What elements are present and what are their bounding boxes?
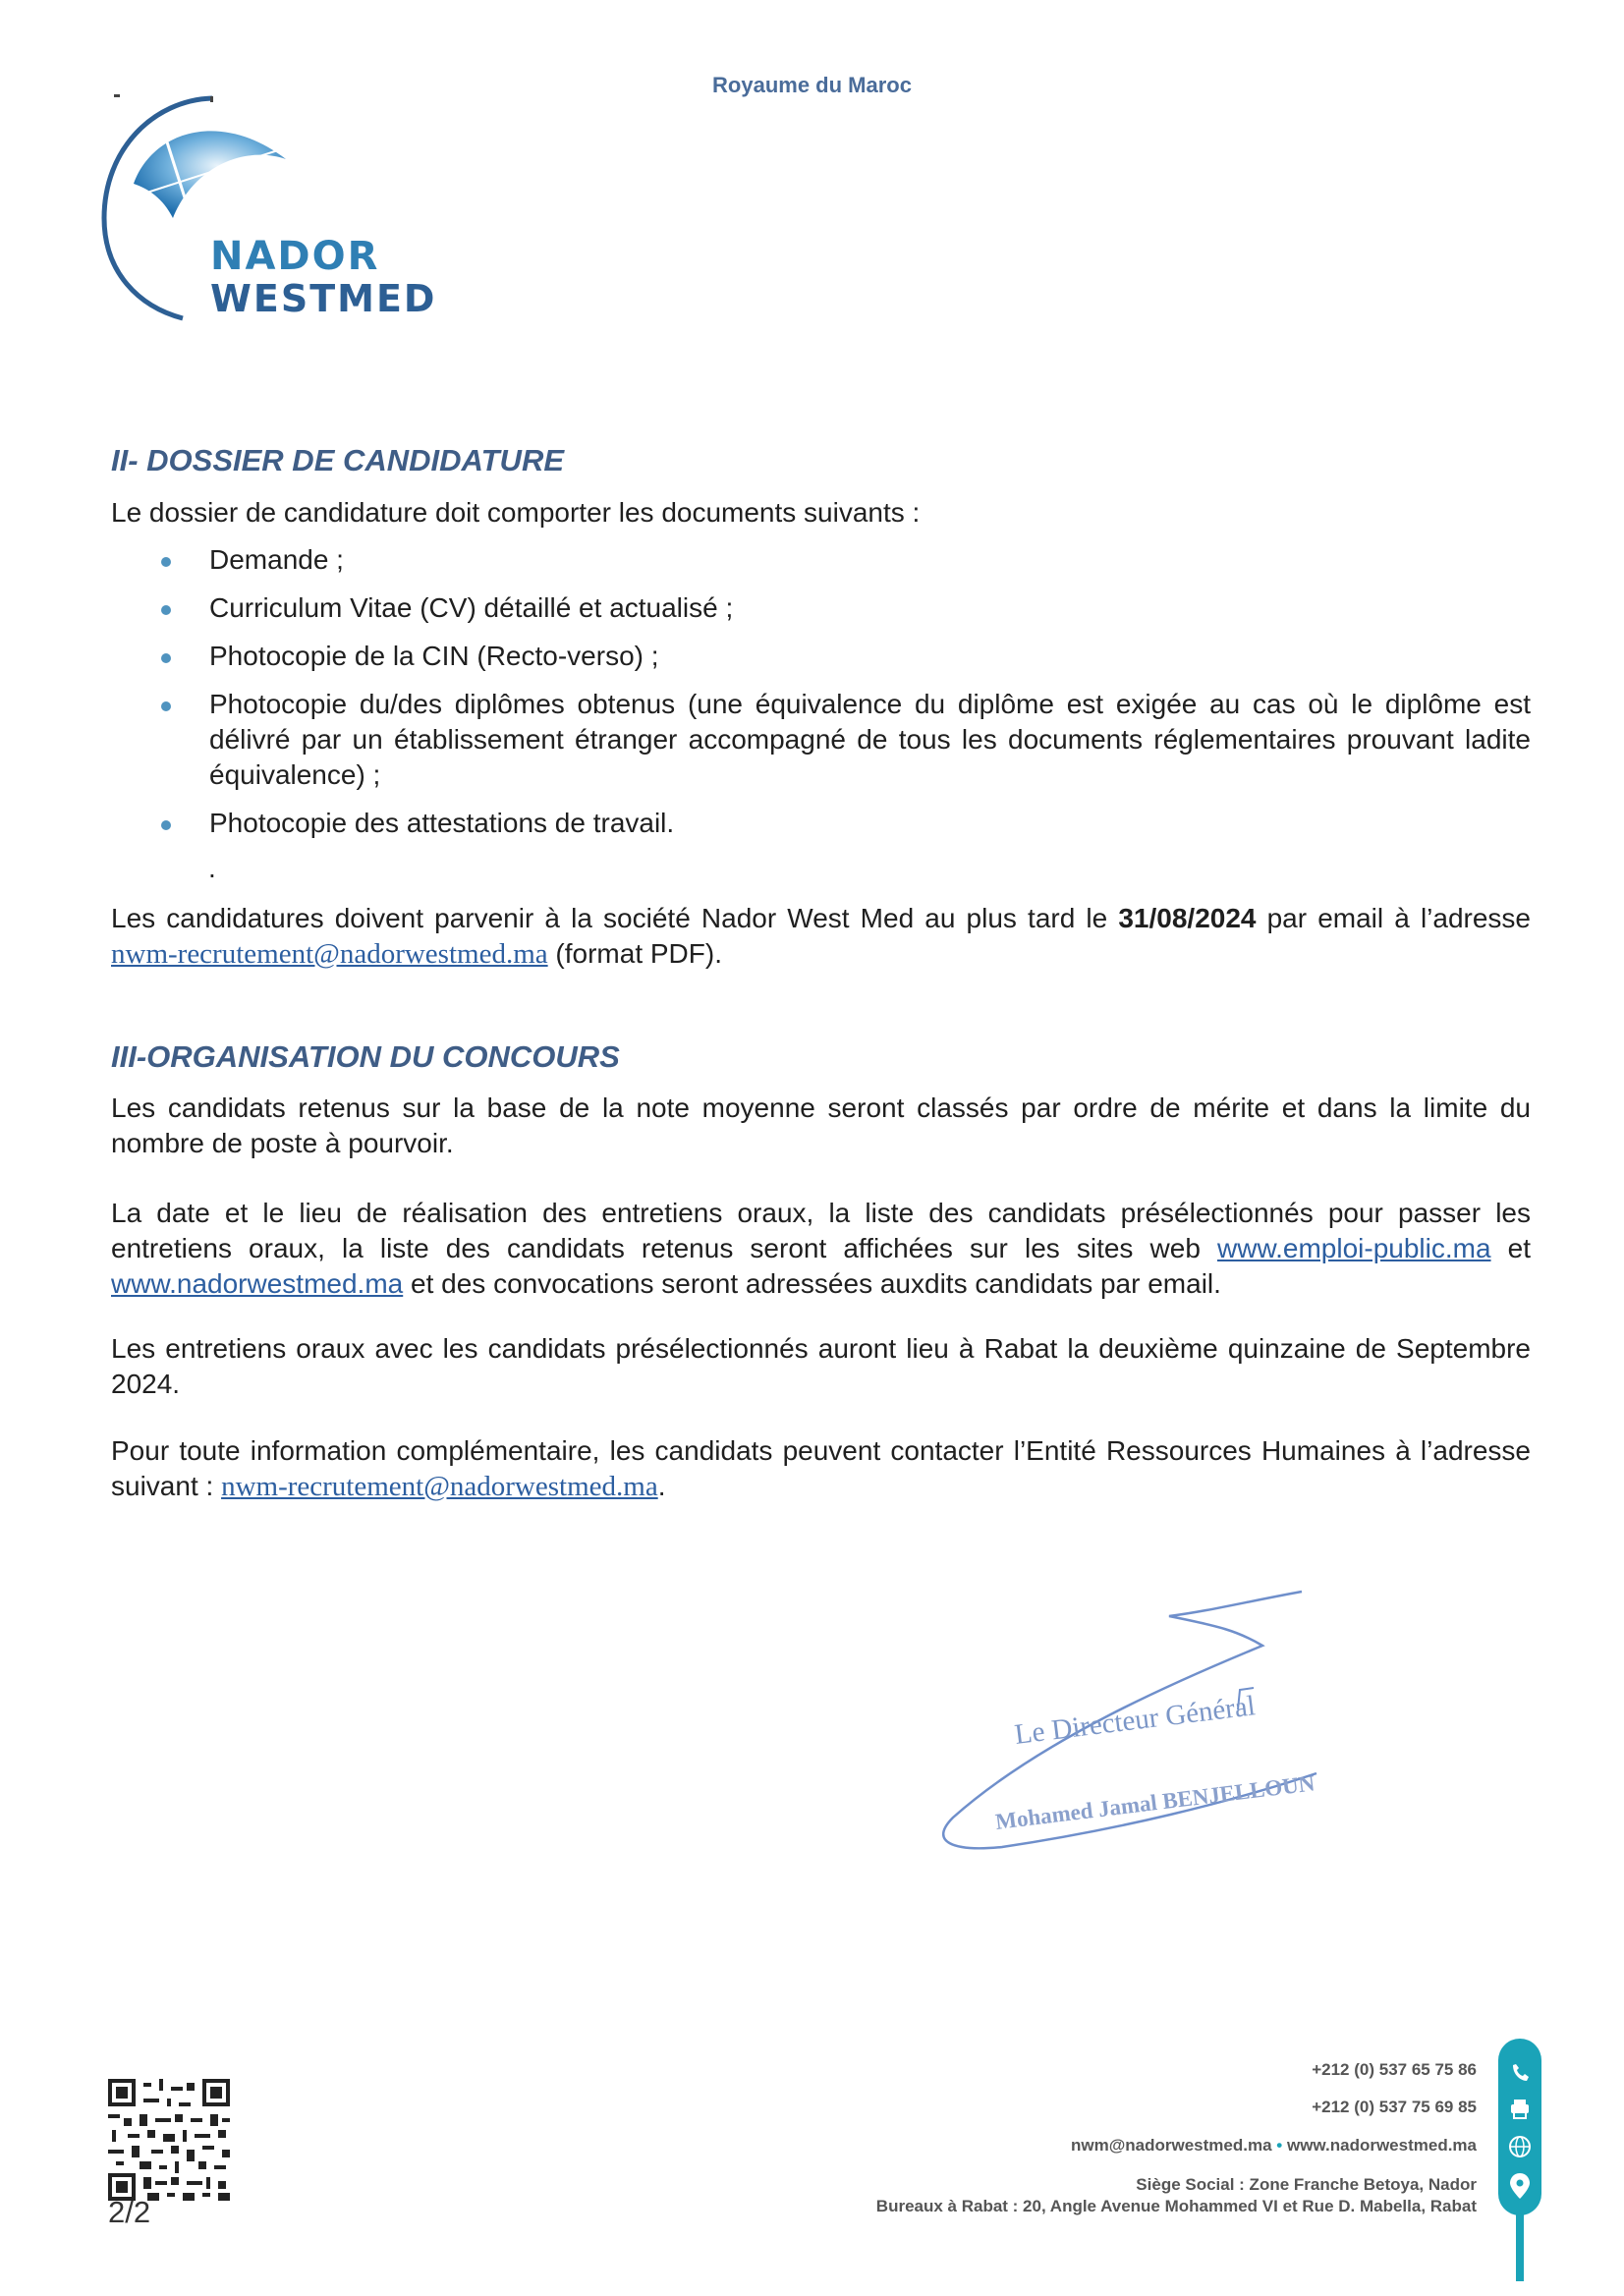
footer-fax: +212 (0) 537 75 69 85 bbox=[1312, 2098, 1477, 2116]
section2-intro: Le dossier de candidature doit comporter les documents suivants : bbox=[111, 497, 921, 528]
bullet-icon bbox=[161, 653, 171, 663]
contact-rail bbox=[1495, 2036, 1544, 2281]
footer-separator: • bbox=[1276, 2136, 1283, 2155]
deadline-date: 31/08/2024 bbox=[1118, 903, 1257, 933]
nadorwestmed-link[interactable]: www.nadorwestmed.ma bbox=[111, 1268, 404, 1299]
stray-dot: . bbox=[208, 853, 216, 883]
section3-paragraph-4: Pour toute information complémentaire, les candidats peuvent contacter l’Entité Ressources Humaines à l’adresse suivant : nwm-recrutement@nadorwestmed.ma. bbox=[111, 1435, 1531, 1502]
documents-list bbox=[157, 542, 1531, 854]
deadline-paragraph: Les candidatures doivent parvenir à la société Nador West Med au plus tard le 31/08/2024 par email à l’adresse nwm-recrutement@nadorwestmed.ma (format PDF). bbox=[111, 903, 1531, 970]
section2-heading: II- DOSSIER DE CANDIDATURE bbox=[111, 443, 565, 477]
list-item: Photocopie des attestations de travail. bbox=[157, 806, 1531, 841]
section3-heading: III-ORGANISATION DU CONCOURS bbox=[111, 1039, 620, 1074]
footer-phone: +212 (0) 537 65 75 86 bbox=[1312, 2060, 1477, 2079]
footer-siege: Siège Social : Zone Franche Betoya, Nador bbox=[1136, 2175, 1477, 2194]
logo-line1: NADOR bbox=[210, 234, 380, 279]
kingdom-title: Royaume du Maroc bbox=[712, 73, 912, 97]
list-item: Demande ; bbox=[157, 542, 1531, 578]
footer-email[interactable]: nwm@nadorwestmed.ma bbox=[1070, 2136, 1272, 2155]
recruitment-email-link[interactable]: nwm-recrutement@nadorwestmed.ma bbox=[111, 938, 548, 970]
section3-paragraph-3: Les entretiens oraux avec les candidats présélectionnés auront lieu à Rabat la deuxième quinzaine de Septembre 2024. bbox=[111, 1333, 1531, 1399]
bullet-icon bbox=[161, 605, 171, 615]
section3-paragraph-2: La date et le lieu de réalisation des entretiens oraux, la liste des candidats présélectionnés pour passer les entretiens oraux, la liste des candidats retenus seront affichées sur les sites web www.emploi-public.ma et www.nadorwestmed.ma et des convocations seront adressées auxdits candidats par email. bbox=[111, 1198, 1531, 1299]
page-number: 2/2 bbox=[108, 2195, 151, 2229]
footer-web-line bbox=[1071, 2136, 1477, 2156]
signature-title: Le Directeur Général bbox=[1012, 1690, 1258, 1752]
footer-website[interactable]: www.nadorwestmed.ma bbox=[1286, 2136, 1477, 2155]
footer-bureaux: Bureaux à Rabat : 20, Angle Avenue Mohammed VI et Rue D. Mabella, Rabat bbox=[875, 2197, 1477, 2215]
bullet-icon bbox=[161, 557, 171, 567]
contact-email-link[interactable]: nwm-recrutement@nadorwestmed.ma bbox=[221, 1471, 658, 1502]
signature-name: Mohamed Jamal BENJELLOUN bbox=[993, 1770, 1316, 1835]
list-item: Photocopie du/des diplômes obtenus (une équivalence du diplôme est exigée au cas où le diplôme est délivré par un établissement étranger accompagné de tous les documents réglementaires prouvant ladite équivalence) ; bbox=[157, 687, 1531, 793]
bullet-icon bbox=[161, 820, 171, 830]
list-item: Photocopie de la CIN (Recto-verso) ; bbox=[157, 639, 1531, 674]
list-item: Curriculum Vitae (CV) détaillé et actualisé ; bbox=[157, 590, 1531, 626]
emploi-public-link[interactable]: www.emploi-public.ma bbox=[1217, 1233, 1491, 1263]
qr-code-icon bbox=[104, 2075, 234, 2205]
bullet-icon bbox=[161, 701, 171, 711]
logo-line2: WESTMED bbox=[210, 277, 437, 320]
section3-paragraph-1: Les candidats retenus sur la base de la note moyenne seront classés par ordre de mérite et dans la limite du nombre de poste à pourvoir. bbox=[111, 1092, 1531, 1158]
